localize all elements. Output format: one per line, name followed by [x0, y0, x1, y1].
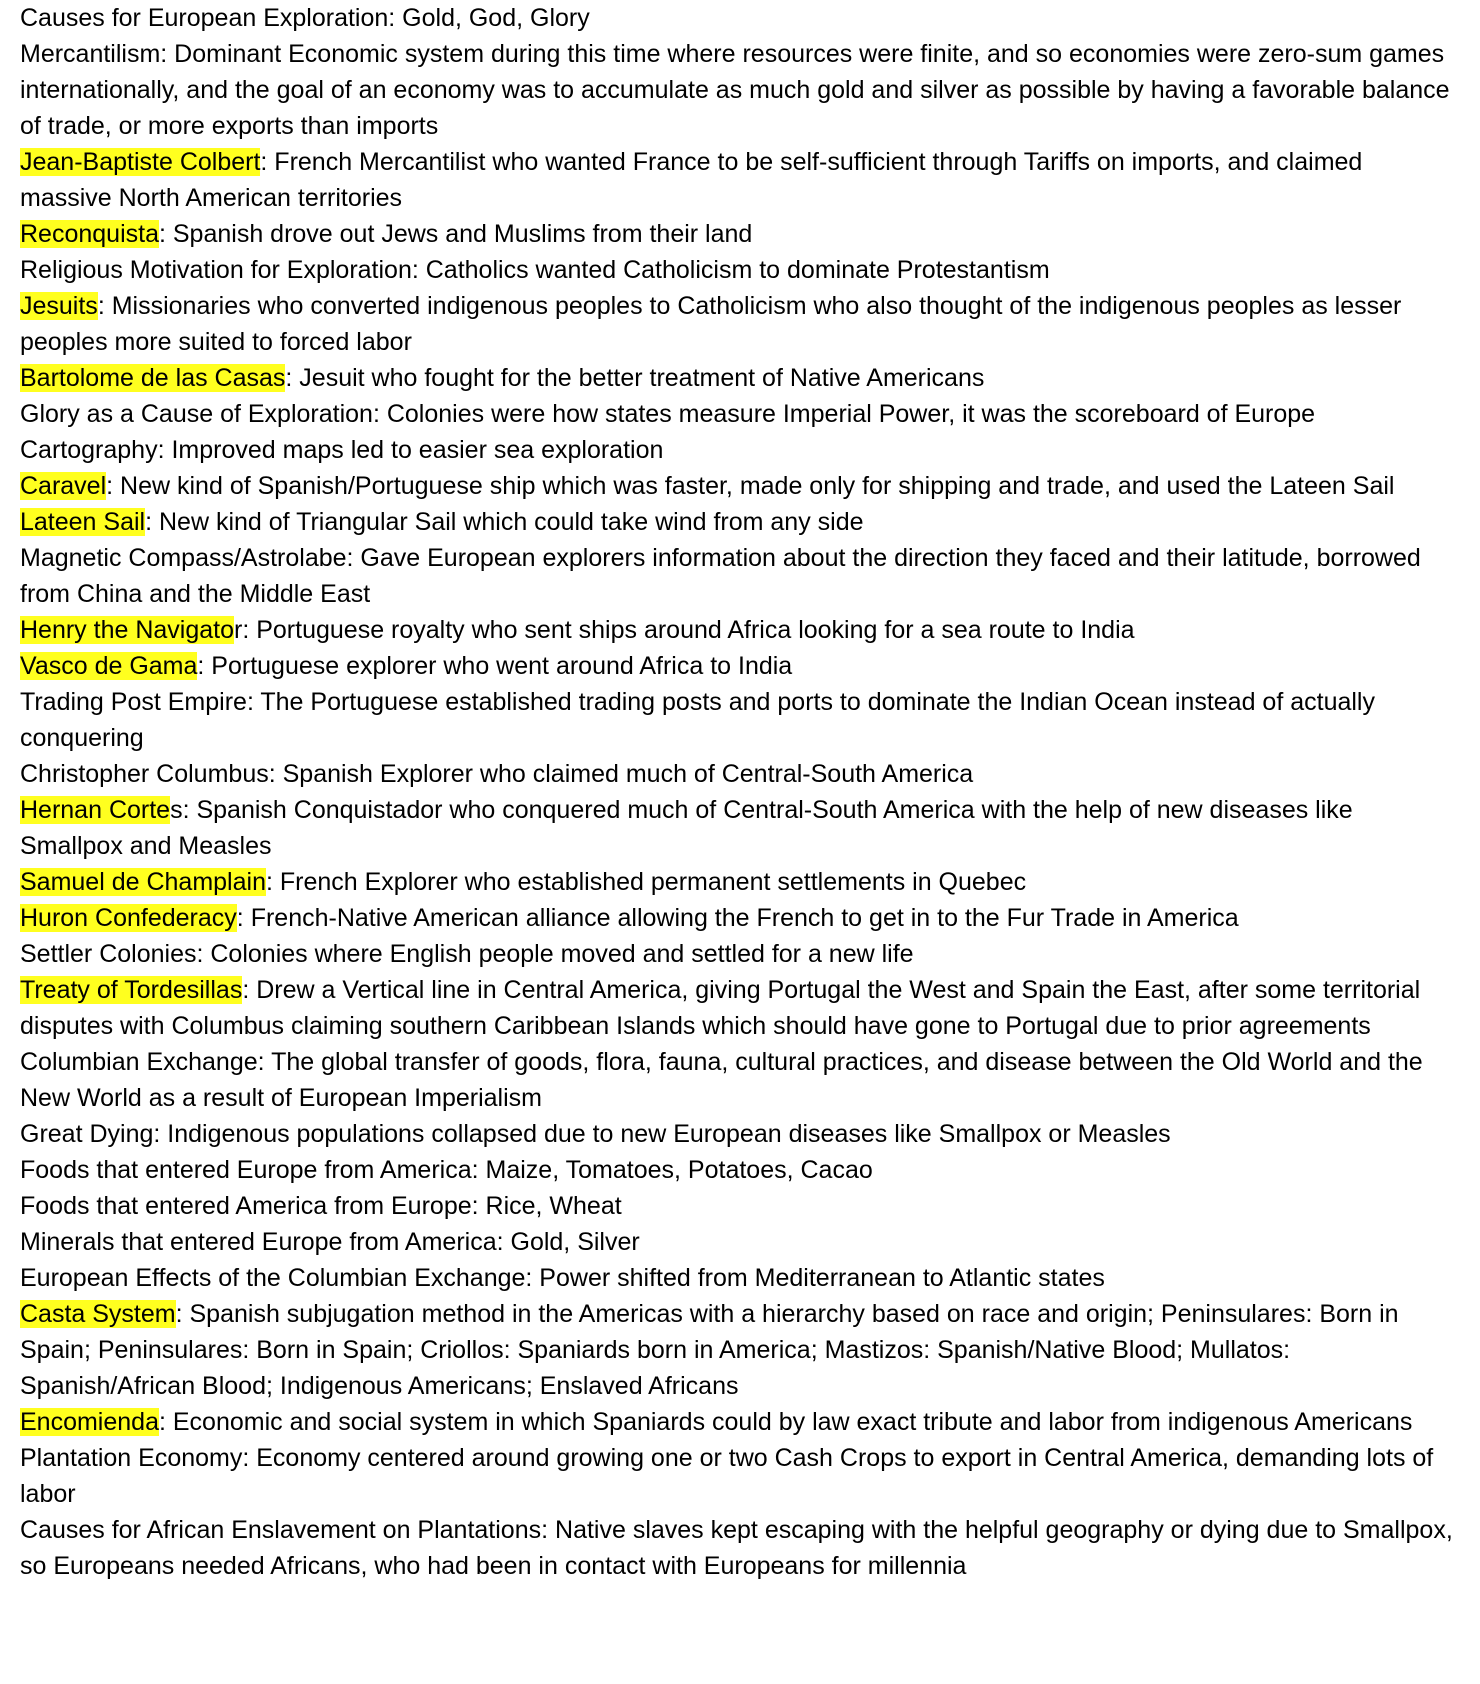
entry-8	[20, 432, 1460, 468]
highlighted-term: Lateen Sail	[20, 508, 146, 536]
entry-29	[20, 1440, 1460, 1512]
entry-text: : Missionaries who converted indigenous peoples to Catholicism who also thought of the indigenous peoples as lesser peoples more suited to forced labor	[20, 292, 1402, 356]
entry-text: : French Explorer who established permanent settlements in Quebec	[265, 868, 1027, 896]
highlighted-term: Hernan Corte	[20, 796, 171, 824]
entry-22	[20, 1116, 1460, 1152]
highlighted-term: Reconquista	[20, 220, 159, 248]
entry-12	[20, 612, 1460, 648]
entry-24	[20, 1188, 1460, 1224]
entry-11	[20, 540, 1460, 612]
entry-30	[20, 1512, 1460, 1584]
entry-text: : Spanish subjugation method in the Americas with a hierarchy based on race and origin; Peninsulares: Born in Spain; Peninsulares: Born in Spain; Criollos: Spaniards born in America; Mastizos: Spanish/Native Blood; Mullatos: Spanish/African Blood; Indigenous Americans; Enslaved Africans	[20, 1300, 1399, 1400]
entry-text: r: Portuguese royalty who sent ships around Africa looking for a sea route to India	[234, 616, 1135, 644]
entry-15	[20, 756, 1460, 792]
entry-text: Great Dying: Indigenous populations collapsed due to new European diseases like Smallpox or Measles	[20, 1120, 1171, 1148]
entry-28	[20, 1404, 1460, 1440]
highlighted-term: Bartolome de las Casas	[20, 364, 286, 392]
entry-text: : Jesuit who fought for the better treatment of Native Americans	[285, 364, 985, 392]
entry-text: Religious Motivation for Exploration: Catholics wanted Catholicism to dominate Protestantism	[20, 256, 1050, 284]
entry-text: Christopher Columbus: Spanish Explorer who claimed much of Central-South America	[20, 760, 974, 788]
highlighted-term: Treaty of Tordesillas	[20, 976, 243, 1004]
entry-text: s: Spanish Conquistador who conquered much of Central-South America with the help of new diseases like Smallpox and Measles	[20, 796, 1353, 860]
entry-text: Columbian Exchange: The global transfer of goods, flora, fauna, cultural practices, and disease between the Old World and the New World as a result of European Imperialism	[20, 1048, 1423, 1112]
highlighted-term: Samuel de Champlain	[20, 868, 266, 896]
document-body	[20, 0, 1460, 1584]
entry-text: : French Mercantilist who wanted France to be self-sufficient through Tariffs on imports, and claimed massive North American territories	[20, 148, 1363, 212]
entry-text: Mercantilism: Dominant Economic system during this time where resources were finite, and so economies were zero-sum games internationally, and the goal of an economy was to accumulate as much gold and silver as possible by having a favorable balance of trade, or more exports than imports	[20, 40, 1450, 140]
entry-5	[20, 288, 1460, 360]
entry-1	[20, 36, 1460, 144]
entry-21	[20, 1044, 1460, 1116]
highlighted-term: Vasco de Gama	[20, 652, 198, 680]
highlighted-term: Henry the Navigato	[20, 616, 235, 644]
entry-13	[20, 648, 1460, 684]
entry-23	[20, 1152, 1460, 1188]
entry-16	[20, 792, 1460, 864]
entry-20	[20, 972, 1460, 1044]
highlighted-term: Casta System	[20, 1300, 176, 1328]
entry-text: Causes for African Enslavement on Plantations: Native slaves kept escaping with the helpful geography or dying due to Smallpox, so Europeans needed Africans, who had been in contact with Europeans for millennia	[20, 1516, 1453, 1580]
entry-4	[20, 252, 1460, 288]
entry-10	[20, 504, 1460, 540]
entry-25	[20, 1224, 1460, 1260]
entry-text: : Spanish drove out Jews and Muslims from their land	[158, 220, 753, 248]
entry-7	[20, 396, 1460, 432]
entry-text: : New kind of Spanish/Portuguese ship which was faster, made only for shipping and trade, and used the Lateen Sail	[106, 472, 1395, 500]
entry-text: Minerals that entered Europe from America: Gold, Silver	[20, 1228, 640, 1256]
entry-0	[20, 0, 1460, 36]
highlighted-term: Jesuits	[20, 292, 98, 320]
highlighted-term: Huron Confederacy	[20, 904, 237, 932]
entry-text: : French-Native American alliance allowing the French to get in to the Fur Trade in America	[236, 904, 1239, 932]
entry-14	[20, 684, 1460, 756]
entry-text: Trading Post Empire: The Portuguese established trading posts and ports to dominate the Indian Ocean instead of actually conquering	[20, 688, 1375, 752]
highlighted-term: Jean-Baptiste Colbert	[20, 148, 261, 176]
highlighted-term: Encomienda	[20, 1408, 159, 1436]
entry-text: Cartography: Improved maps led to easier sea exploration	[20, 436, 664, 464]
highlighted-term: Caravel	[20, 472, 107, 500]
entry-19	[20, 936, 1460, 972]
entry-17	[20, 864, 1460, 900]
entry-9	[20, 468, 1460, 504]
entry-text: Foods that entered Europe from America: Maize, Tomatoes, Potatoes, Cacao	[20, 1156, 873, 1184]
entry-text: Settler Colonies: Colonies where English people moved and settled for a new life	[20, 940, 914, 968]
entry-text: : New kind of Triangular Sail which could take wind from any side	[145, 508, 864, 536]
entry-text: Foods that entered America from Europe: Rice, Wheat	[20, 1192, 622, 1220]
entry-text: Plantation Economy: Economy centered around growing one or two Cash Crops to export in Central America, demanding lots of labor	[20, 1444, 1434, 1508]
entry-3	[20, 216, 1460, 252]
entry-text: Causes for European Exploration: Gold, God, Glory	[20, 4, 590, 32]
entry-text: Glory as a Cause of Exploration: Colonies were how states measure Imperial Power, it was the scoreboard of Europe	[20, 400, 1316, 428]
entry-2	[20, 144, 1460, 216]
entry-text: : Economic and social system in which Spaniards could by law exact tribute and labor from indigenous Americans	[158, 1408, 1413, 1436]
entry-26	[20, 1260, 1460, 1296]
entry-text: : Drew a Vertical line in Central America, giving Portugal the West and Spain the East, after some territorial disputes with Columbus claiming southern Caribbean Islands which should have gone to Portugal due to prior agreements	[20, 976, 1421, 1040]
entry-text: : Portuguese explorer who went around Africa to India	[197, 652, 793, 680]
entry-18	[20, 900, 1460, 936]
entry-text: European Effects of the Columbian Exchange: Power shifted from Mediterranean to Atlantic states	[20, 1264, 1105, 1292]
entry-6	[20, 360, 1460, 396]
entry-text: Magnetic Compass/Astrolabe: Gave European explorers information about the direction they faced and their latitude, borrowed from China and the Middle East	[20, 544, 1421, 608]
entry-27	[20, 1296, 1460, 1404]
